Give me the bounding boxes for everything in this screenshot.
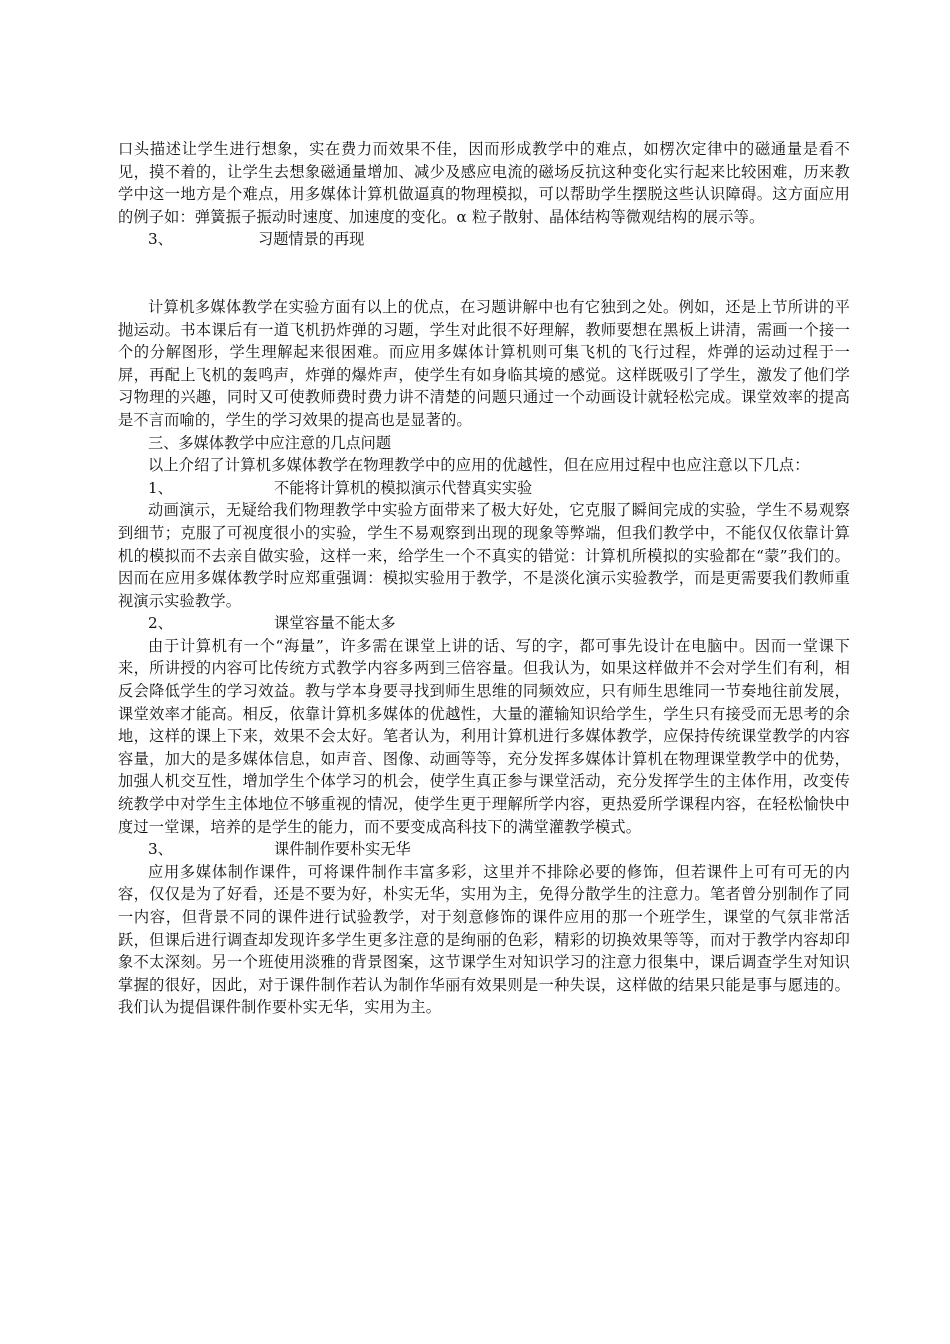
subheading-3-courseware	[118, 838, 850, 861]
subheading-text: 不能将计算机的模拟演示代替真实实验	[274, 478, 533, 497]
subheading-number: 2、	[148, 614, 173, 633]
subheading-1-simulation	[118, 477, 850, 500]
subheading-text: 课堂容量不能太多	[274, 614, 396, 633]
paragraph-intro-points: 以上介绍了计算机多媒体教学在物理教学中的应用的优越性，但在应用过程中也应注意以下几点：	[148, 456, 810, 475]
subheading-number: 1、	[148, 478, 173, 497]
subheading-number: 3、	[148, 230, 173, 249]
subheading-number: 3、	[148, 840, 173, 859]
document-page	[118, 138, 850, 1019]
subheading-text: 课件制作要朴实无华	[274, 840, 411, 859]
paragraph-exercise-explanation: 计算机多媒体教学在实验方面有以上的优点，在习题讲解中也有它独到之处。例如，还是上节所讲的平抛运动。书本课后有一道飞机扔炸弹的习题，学生对此很不好理解，教师要想在黑板上讲清，需画一个接一个的分解图形，学生理解起来很困难。而应用多媒体计算机则可集飞机的飞行过程，炸弹的运动过程于一屏，再配上飞机的轰鸣声，炸弹的爆炸声，使学生有如身临其境的感觉。这样既吸引了学生，激发了他们学习物理的兴趣，同时又可使教师费时费力讲不清楚的问题只通过一个动画设计就轻松完成。课堂效率的提高是不言而喻的，学生的学习效果的提高也是显著的。	[118, 297, 850, 429]
section-heading-3: 三、多媒体教学中应注意的几点问题	[148, 433, 391, 452]
blank-space	[118, 251, 850, 296]
subheading-3-exercise-scenario	[118, 228, 850, 251]
paragraph-continuation: 口头描述让学生进行想象，实在费力而效果不佳，因而形成教学中的难点，如楞次定律中的磁通量是看不见，摸不着的，让学生去想象磁通量增加、减少及感应电流的磁场反抗这种变化实行起来比较困难，历来教学中这一地方是个难点，用多媒体计算机做逼真的物理模拟，可以帮助学生摆脱这些认识障碍。这方面应用的例子如：弹簧振子振动时速度、加速度的变化。α 粒子散射、晶体结构等微观结构的展示等。	[118, 140, 850, 226]
subheading-2-capacity	[118, 612, 850, 635]
subheading-text: 习题情景的再现	[258, 230, 365, 249]
paragraph-animation-demo: 动画演示，无疑给我们物理教学中实验方面带来了极大好处，它克服了瞬间完成的实验，学生不易观察到细节；克服了可视度很小的实验，学生不易观察到出现的现象等弊端，但我们教学中，不能仅仅依靠计算机的模拟而不去亲自做实验，这样一来，给学生一个不真实的错觉：计算机所模拟的实验都在“蒙”我们的。因而在应用多媒体教学时应郑重强调：模拟实验用于教学，不是淡化演示实验教学，而是更需要我们教师重视演示实验教学。	[118, 501, 850, 610]
paragraph-courseware-design: 应用多媒体制作课件，可将课件制作丰富多彩，这里并不排除必要的修饰，但若课件上可有可无的内容，仅仅是为了好看，还是不要为好，朴实无华，实用为主，免得分散学生的注意力。笔者曾分别制作了同一内容，但背景不同的课件进行试验教学，对于刻意修饰的课件应用的那一个班学生，课堂的气氛非常活跃，但课后进行调查却发现许多学生更多注意的是绚丽的色彩，精彩的切换效果等等，而对于教学内容却印象不太深刻。另一个班使用淡雅的背景图案，这节课学生对知识学习的注意力很集中，课后调查学生对知识掌握的很好，因此，对于课件制作若认为制作华丽有效果则是一种失误，这样做的结果只能是事与愿违的。我们认为提倡课件制作要朴实无华，实用为主。	[118, 862, 850, 1017]
paragraph-class-capacity: 由于计算机有一个“海量”，许多需在课堂上讲的话、写的字，都可事先设计在电脑中。因而一堂课下来，所讲授的内容可比传统方式教学内容多两到三倍容量。但我认为，如果这样做并不会对学生们有利，相反会降低学生的学习效益。教与学本身要寻找到师生思维的同频效应，只有师生思维同一节奏地往前发展，课堂效率才能高。相反，依靠计算机多媒体的优越性，大量的灌输知识给学生，学生只有接受而无思考的余地，这样的课上下来，效果不会太好。笔者认为，利用计算机进行多媒体教学，应保持传统课堂教学的内容容量，加大的是多媒体信息，如声音、图像、动画等等，充分发挥多媒体计算机在物理课堂教学中的优势，加强人机交互性，增加学生个体学习的机会，使学生真正参与课堂活动，充分发挥学生的主体作用，改变传统教学中对学生主体地位不够重视的情况，使学生更于理解所学内容，更热爱所学课程内容，在轻松愉快中度过一堂课，培养的是学生的能力，而不要变成高科技下的满堂灌教学模式。	[118, 636, 850, 836]
